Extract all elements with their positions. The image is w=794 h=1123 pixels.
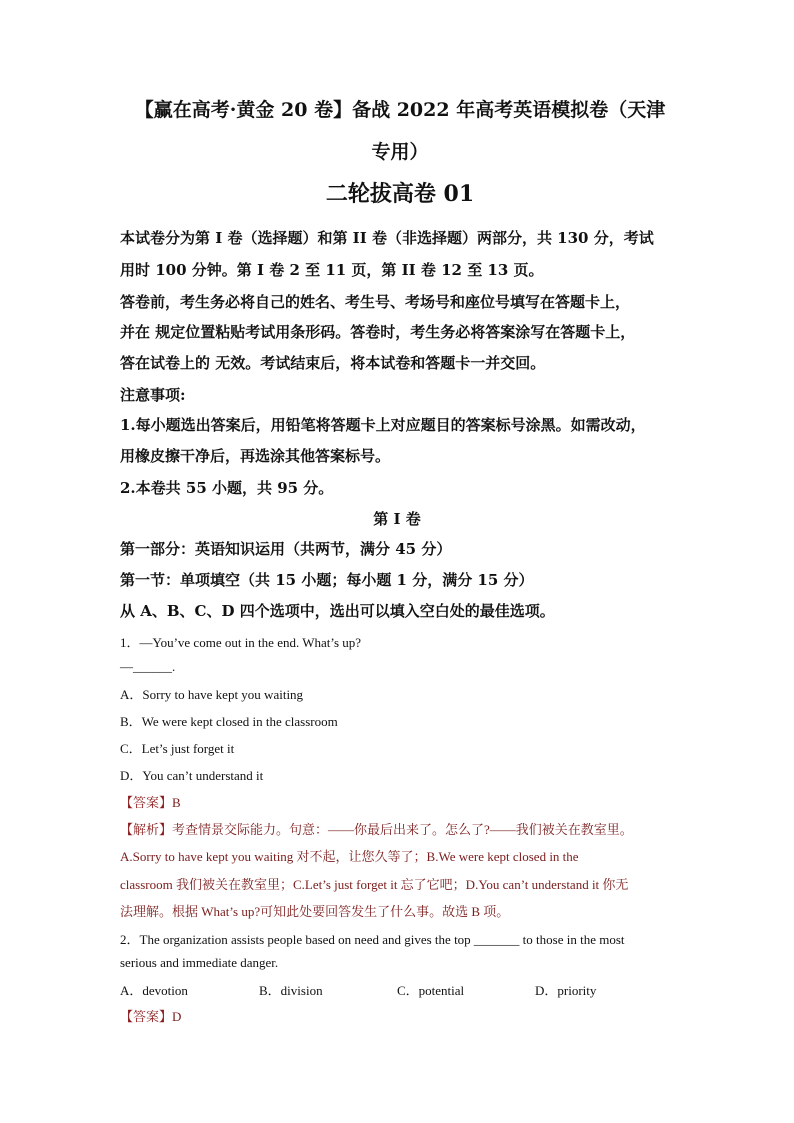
page-subtitle: 二轮拔高卷 01 <box>325 181 475 207</box>
instruction-text: 从 A、B、C、D 四个选项中，选出可以填入空白处的最佳选项。 <box>120 602 555 620</box>
volume-heading: 第 I 卷 <box>373 510 421 528</box>
page-title-line2: 专用） <box>371 141 429 163</box>
intro-line: 并在 规定位置粘贴考试用条形码。答卷时，考生务必将答案涂写在答题卡上， <box>120 323 636 341</box>
option-a: A．Sorry to have kept you waiting <box>120 687 304 702</box>
note-item: 1.每小题选出答案后，用铅笔将答题卡上对应题目的答案标号涂黑。如需改动， <box>120 416 646 434</box>
answer-line <box>120 792 181 811</box>
part-heading: 第一部分：英语知识运用（共两节，满分 45 分） <box>120 540 452 558</box>
analysis-tag: 【解析】 <box>120 822 173 837</box>
subsection-heading: 第一节：单项填空（共 15 小题；每小题 1 分，满分 15 分） <box>120 571 534 589</box>
option-c: C．potential <box>397 983 465 998</box>
option-c: C．Let’s just forget it <box>120 741 235 756</box>
analysis-text: 考查情景交际能力。句意：——你最后出来了。怎么了?——我们被关在教室里。 <box>172 822 633 837</box>
option-d: D．You can’t understand it <box>120 768 264 783</box>
page-title-line1: 【赢在高考·黄金 20 卷】备战 2022 年高考英语模拟卷（天津 <box>134 99 666 121</box>
intro-line: 答卷前，考生务必将自己的姓名、考生号、考场号和座位号填写在答题卡上， <box>120 293 631 311</box>
answer-tag: 【答案】 <box>120 795 173 810</box>
analysis-line: 法理解。根据 What’s up?可知此处要回答发生了什么事。故选 B 项。 <box>120 904 510 919</box>
question-stem: 1．—You’ve come out in the end. What’s up? <box>120 635 362 650</box>
answer-line <box>120 1006 181 1025</box>
question-stem: 2．The organization assists people based on need and gives the top _______ to those in the most <box>120 932 625 947</box>
question-stem: serious and immediate danger. <box>120 955 279 970</box>
option-a: A．devotion <box>120 983 188 998</box>
question-blank: —______. <box>120 659 176 674</box>
note-item: 用橡皮擦干净后，再选涂其他答案标号。 <box>120 447 391 465</box>
option-b: B．We were kept closed in the classroom <box>120 714 338 729</box>
intro-line: 用时 100 分钟。第 I 卷 2 至 11 页，第 II 卷 12 至 13 页。 <box>120 261 544 279</box>
notes-heading: 注意事项: <box>120 386 186 404</box>
intro-line: 本试卷分为第 I 卷（选择题）和第 II 卷（非选择题）两部分，共 130 分，考试 <box>120 229 654 247</box>
option-b: B．division <box>259 983 323 998</box>
option-d: D．priority <box>535 983 597 998</box>
note-item: 2.本卷共 55 小题，共 95 分。 <box>120 479 334 497</box>
answer-value: B <box>172 795 181 810</box>
analysis-line: A.Sorry to have kept you waiting 对不起，让您久等了；B.We were kept closed in the <box>120 849 579 864</box>
analysis-line <box>120 819 633 838</box>
analysis-line: classroom 我们被关在教室里；C.Let’s just forget it 忘了它吧；D.You can’t understand it 你无 <box>120 877 629 892</box>
answer-tag: 【答案】 <box>120 1009 173 1024</box>
answer-value: D <box>172 1009 182 1024</box>
intro-line: 答在试卷上的 无效。考试结束后，将本试卷和答题卡一并交回。 <box>120 354 546 372</box>
